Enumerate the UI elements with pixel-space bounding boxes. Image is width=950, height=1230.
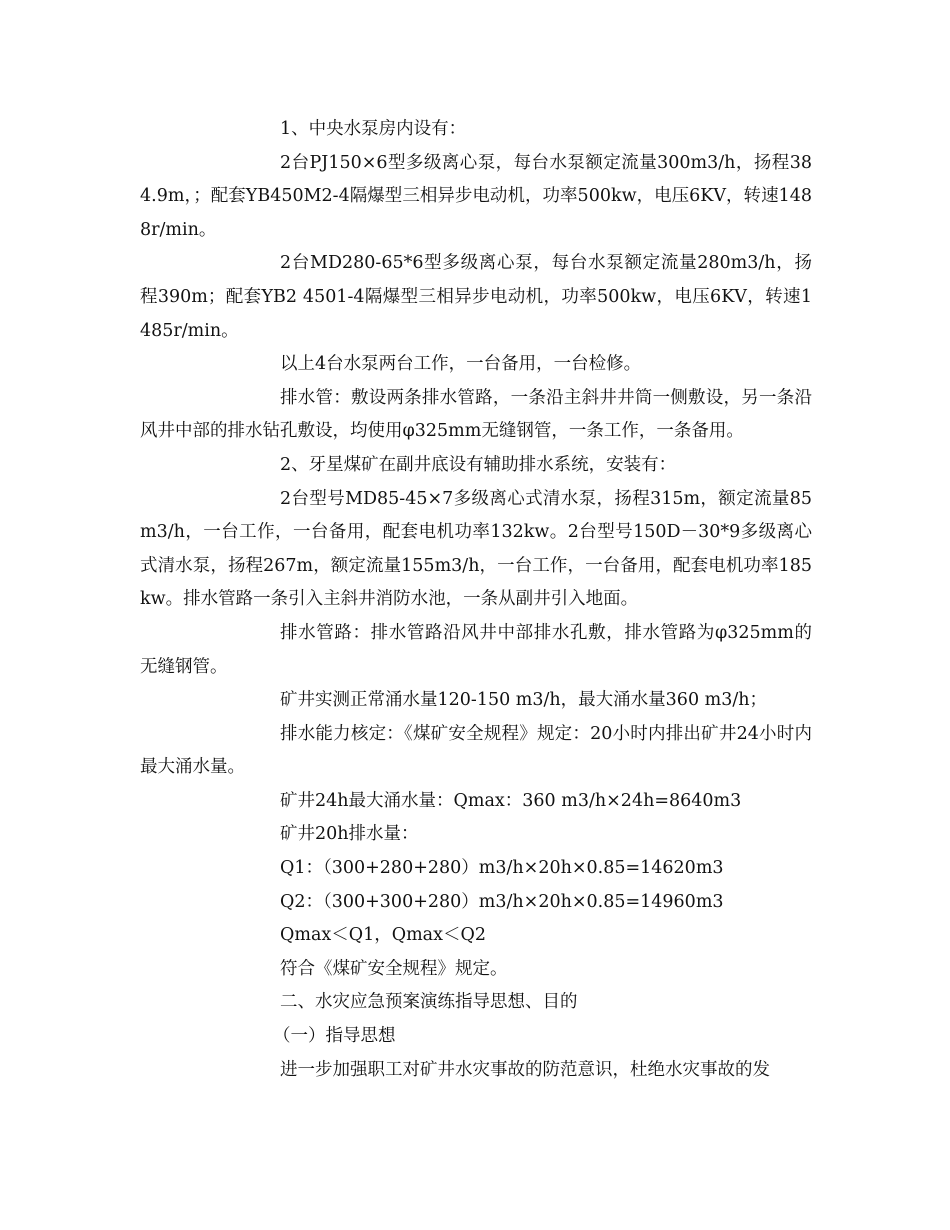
subsection-heading-guiding-ideology: （一）指导思想 (273, 1026, 396, 1047)
paragraph-capacity-check: 排水能力核定：《煤矿安全规程》规定：20小时内排出矿井24小时内最大涌水量。 (140, 723, 812, 778)
paragraph-pj150-pumps: 2台PJ150×6型多级离心泵，每台水泵额定流量300m3/h，扬程384.9m，；配套YB450M2-4隔爆型三相异步电动机，功率500kw，电压6KV，转速1488r/min。 (140, 152, 812, 240)
paragraph-guiding-ideology: 进一步加强职工对矿井水灾事故的防范意识，杜绝水灾事故的发 (280, 1059, 770, 1080)
formula-comparison: Qmax＜Q1，Qmax＜Q2 (280, 925, 486, 946)
paragraph-pump-operation: 以上4台水泵两台工作，一台备用，一台检修。 (280, 354, 642, 375)
formula-q1: Q1：（300+280+280）m3/h×20h×0.85=14620m3 (280, 858, 724, 879)
paragraph-qmax: 矿井24h最大涌水量：Qmax：360 m3/h×24h=8640m3 (280, 790, 742, 811)
section-heading-central-pump-room: 1、中央水泵房内设有： (280, 119, 467, 139)
paragraph-conformance: 符合《煤矿安全规程》规定。 (280, 958, 508, 979)
section-heading-auxiliary-drainage: 2、牙星煤矿在副井底设有辅助排水系统，安装有： (280, 454, 677, 475)
paragraph-auxiliary-pumps: 2台型号MD85-45×7多级离心式清水泵，扬程315m，额定流量85m3/h，一台工作，一台备用，配套电机功率132kw。2台型号150D－30*9多级离心式清水泵，扬程267m，额定流量155m3/h，一台工作，一台备用，配套电机功率185kw。排水管路一条引入主斜井消防水池，一条从副井引入地面。 (140, 488, 812, 610)
section-heading-drill-purpose: 二、水灾应急预案演练指导思想、目的 (280, 992, 578, 1013)
paragraph-drain-pipeline: 排水管路：排水管路沿风井中部排水孔敷，排水管路为φ325mm的无缝钢管。 (140, 622, 812, 677)
paragraph-20h-drainage: 矿井20h排水量： (280, 824, 419, 845)
document-page (140, 113, 812, 1087)
paragraph-drain-pipe: 排水管：敷设两条排水管路，一条沿主斜井井筒一侧敷设，另一条沿风井中部的排水钻孔敷设，均使用φ325mm无缝钢管，一条工作，一条备用。 (140, 387, 812, 442)
formula-q2: Q2：（300+300+280）m3/h×20h×0.85=14960m3 (280, 891, 724, 912)
paragraph-md280-pumps: 2台MD280-65*6型多级离心泵，每台水泵额定流量280m3/h，扬程390m；配套YB2 4501-4隔爆型三相异步电动机，功率500kw，电压6KV，转速1485r/min。 (140, 253, 812, 341)
paragraph-water-inflow: 矿井实测正常涌水量120-150 m3/h，最大涌水量360 m3/h； (280, 690, 768, 711)
